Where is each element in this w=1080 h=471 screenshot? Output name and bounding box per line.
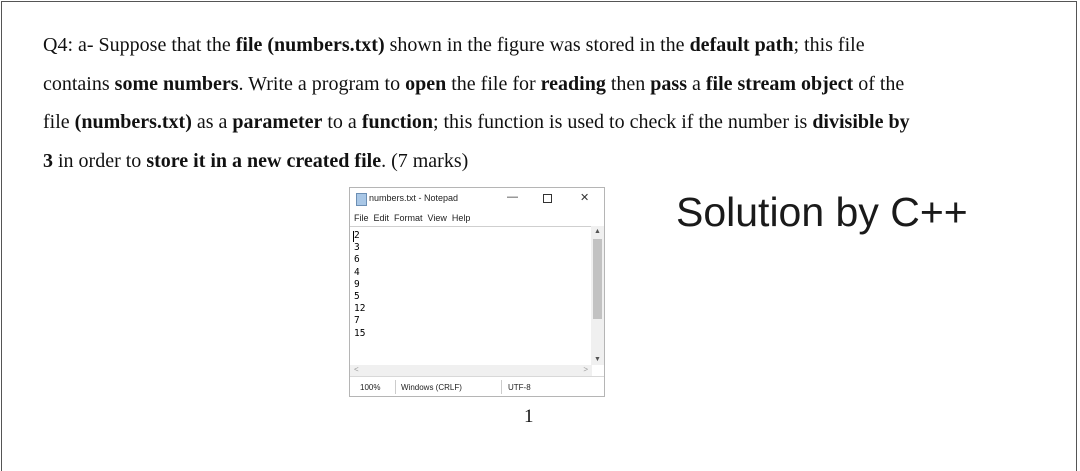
maximize-button[interactable]	[543, 194, 552, 203]
question-line-4: 3 in order to store it in a new created file. (7 marks)	[43, 149, 469, 172]
question-line-1: Q4: a- Suppose that the file (numbers.txt) shown in the figure was stored in the default path; this file	[43, 34, 865, 56]
menu-help[interactable]: Help	[451, 213, 471, 223]
close-button[interactable]: ✕	[580, 192, 590, 204]
scroll-up-icon[interactable]: ▲	[594, 228, 601, 235]
text-line: 15	[354, 327, 366, 339]
notepad-text-area[interactable]	[350, 226, 592, 366]
notepad-menubar	[354, 213, 475, 223]
menu-edit[interactable]: Edit	[373, 213, 390, 223]
question-text	[43, 26, 1033, 180]
minimize-button[interactable]: —	[507, 191, 518, 203]
notepad-lines	[354, 230, 365, 340]
notepad-icon	[356, 193, 367, 206]
text-line: 3	[354, 242, 360, 254]
page-number: 1	[524, 406, 534, 427]
scroll-left-icon[interactable]: <	[354, 365, 359, 374]
notepad-statusbar	[350, 376, 604, 397]
status-divider	[501, 380, 502, 394]
notepad-title: numbers.txt - Notepad	[369, 193, 459, 203]
status-encoding: UTF-8	[508, 383, 531, 392]
text-line: 2	[354, 230, 360, 241]
status-line-ending: Windows (CRLF)	[401, 383, 462, 392]
text-line: 12	[354, 303, 366, 315]
menu-view[interactable]: View	[427, 213, 447, 223]
solution-label: Solution by C++	[676, 189, 968, 235]
question-line-3: file (numbers.txt) as a parameter to a function; this function is used to check if the number is divisible by	[43, 111, 910, 133]
menu-format[interactable]: Format	[394, 213, 423, 223]
text-line: 4	[354, 266, 360, 278]
text-line: 5	[354, 291, 360, 303]
scrollbar-thumb[interactable]	[593, 239, 602, 319]
text-line: 7	[354, 315, 360, 327]
horizontal-scrollbar[interactable]	[350, 365, 592, 376]
status-zoom: 100%	[360, 383, 381, 392]
notepad-titlebar[interactable]	[350, 188, 604, 210]
notepad-window	[349, 187, 605, 397]
scroll-down-icon[interactable]: ▼	[594, 356, 601, 363]
status-divider	[395, 380, 396, 394]
vertical-scrollbar[interactable]	[591, 226, 604, 365]
question-line-2: contains some numbers. Write a program to open the file for reading then pass a file stream object of the	[43, 72, 905, 95]
text-line: 6	[354, 254, 360, 266]
scroll-right-icon[interactable]: >	[583, 365, 588, 374]
text-line: 9	[354, 278, 360, 290]
menu-file[interactable]: File	[354, 213, 369, 223]
